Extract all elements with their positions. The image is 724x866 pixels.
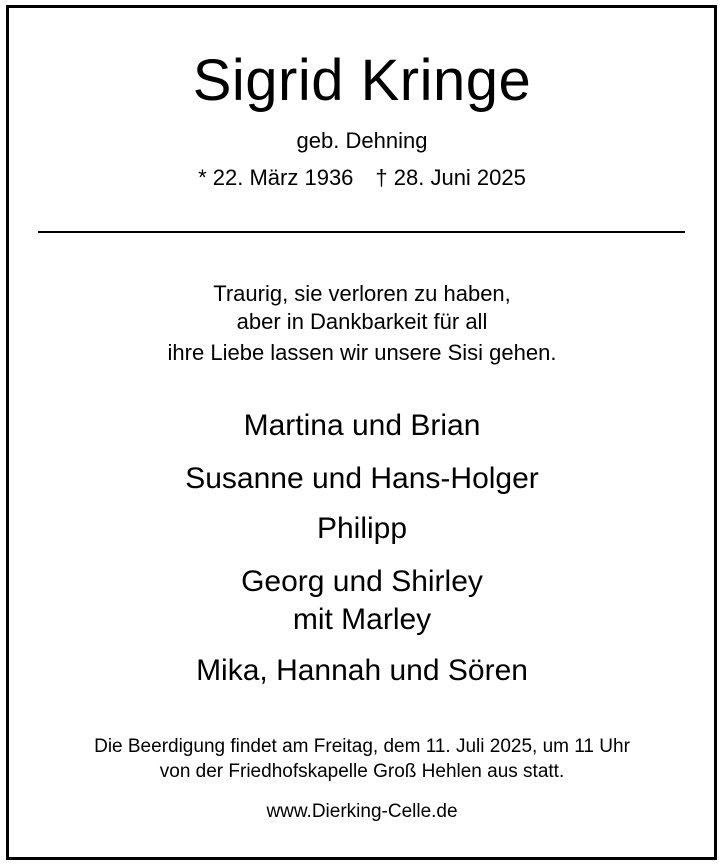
- maiden-name: geb. Dehning: [296, 128, 428, 153]
- family-line-3: Philipp: [316, 512, 408, 545]
- divider-line: [38, 231, 685, 233]
- death-date: † 28. Juni 2025: [375, 165, 526, 190]
- deceased-name: Sigrid Kringe: [192, 48, 532, 113]
- verse-line-2: aber in Dankbarkeit für all: [236, 309, 488, 334]
- funeral-info-line-1: Die Beerdigung findet am Freitag, dem 11. Juli 2025, um 11 Uhr: [94, 736, 630, 757]
- life-dates: [0, 164, 724, 192]
- family-line-6: Mika, Hannah und Sören: [196, 654, 528, 687]
- verse-line-3: ihre Liebe lassen wir unsere Sisi gehen.: [167, 340, 557, 365]
- family-line-1: Martina und Brian: [243, 409, 481, 442]
- funeral-info-line-2: von der Friedhofskapelle Groß Hehlen aus statt.: [159, 761, 565, 782]
- verse-line-1: Traurig, sie verloren zu haben,: [213, 281, 511, 306]
- family-line-2: Susanne und Hans-Holger: [185, 462, 539, 495]
- birth-date: * 22. März 1936: [198, 165, 354, 190]
- website-link[interactable]: www.Dierking-Celle.de: [266, 801, 458, 822]
- family-line-5: mit Marley: [292, 603, 432, 636]
- family-line-4: Georg und Shirley: [241, 565, 483, 598]
